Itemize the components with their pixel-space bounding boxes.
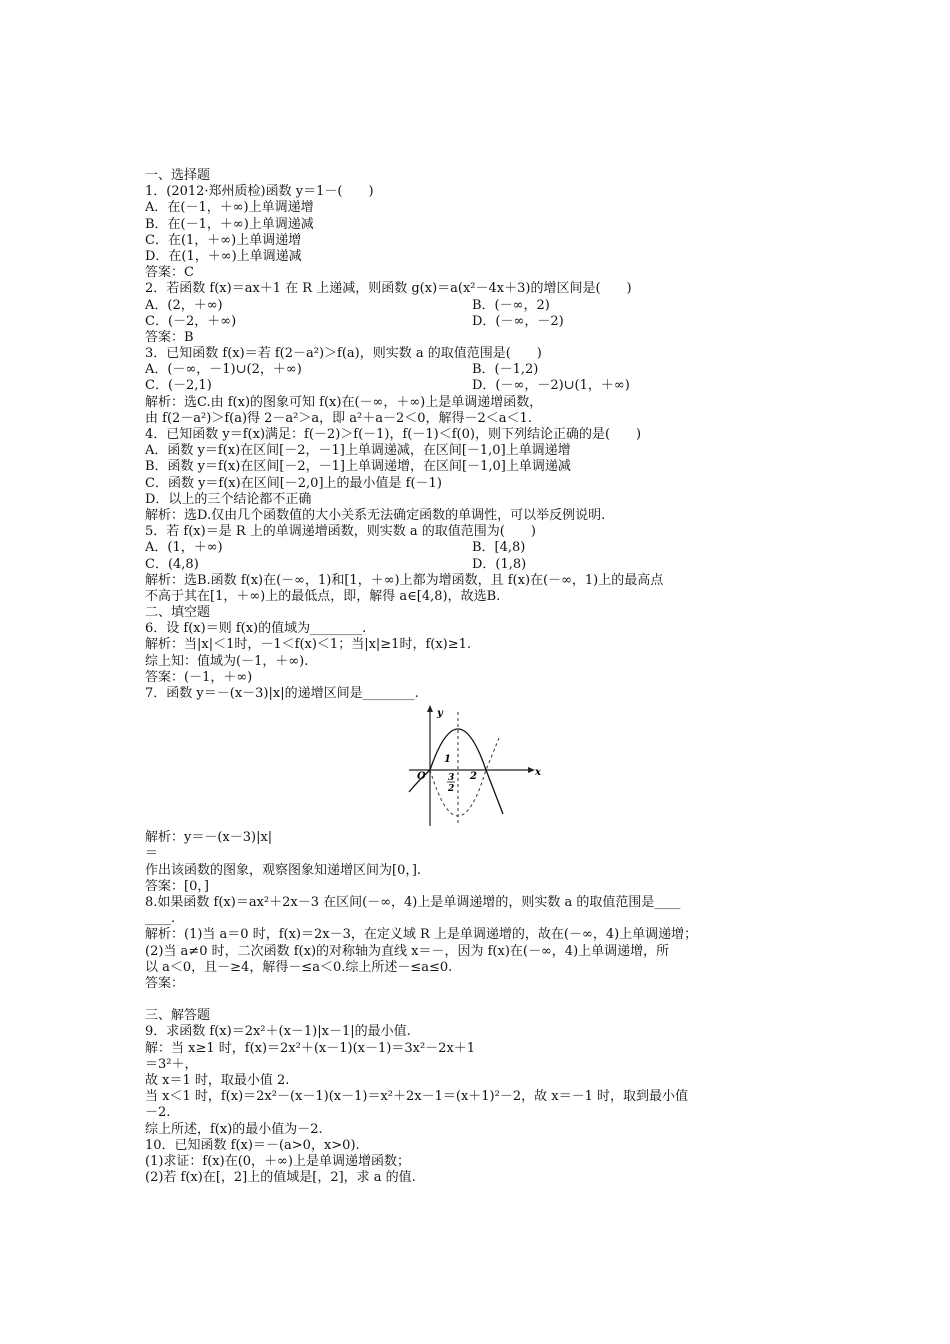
fraction-numerator: 3 — [448, 773, 455, 784]
q2-answer: 答案：B — [145, 329, 194, 345]
q9-solution-line: －2. — [145, 1105, 171, 1121]
q5-option-c: C．(4,8) — [145, 556, 199, 572]
q6-stem: 6．设 f(x)＝则 f(x)的值域为________. — [145, 621, 367, 637]
q1-option-c: C．在(1，＋∞)上单调递增 — [145, 232, 302, 248]
q3-options-ab — [145, 362, 825, 378]
q2-options-ab — [145, 298, 825, 314]
q7-solution-line: 作出该函数的图象，观察图象知递增区间为[0，]. — [145, 862, 422, 878]
q4-option-b: B．函数 y＝f(x)在区间[－2，－1]上单调递增，在区间[－1,0]上单调递减 — [145, 459, 571, 475]
q6-answer: 答案：(－1，＋∞) — [145, 669, 253, 685]
q7-answer: 答案：[0，] — [145, 878, 209, 894]
x-axis-arrow — [528, 767, 535, 773]
q3-option-d: D．(－∞，－2)∪(1，＋∞) — [472, 378, 630, 394]
q3-stem: 3．已知函数 f(x)＝若 f(2－a²)＞f(a)，则实数 a 的取值范围是( ) — [145, 346, 542, 362]
q9-solution-line: 当 x＜1 时，f(x)＝2x²－(x－1)(x－1)＝x²＋2x－1＝(x＋1)²－2，故 x＝－1 时，取到最小值 — [145, 1089, 688, 1105]
q1-option-b: B．在(－1，＋∞)上单调递减 — [145, 216, 314, 232]
q3-option-a: A．(－∞，－1)∪(2，＋∞) — [145, 362, 302, 378]
fraction-denominator: 2 — [448, 784, 455, 795]
q5-options-cd — [145, 557, 825, 573]
q10-stem: 10．已知函数 f(x)＝－(a>0，x>0). — [145, 1137, 360, 1153]
q2-option-b: B．(－∞，2) — [472, 297, 550, 313]
q8-solution-line: 解析：(1)当 a＝0 时，f(x)＝2x－3，在定义域 R 上是单调递增的，故在(－∞，4)上单调递增； — [145, 927, 698, 943]
q9-stem: 9．求函数 f(x)＝2x²＋(x－1)|x－1|的最小值. — [145, 1024, 411, 1040]
q2-option-c: C．(－2，＋∞) — [145, 313, 237, 329]
q1-answer: 答案：C — [145, 265, 194, 281]
origin-label: O — [417, 771, 426, 783]
q8-stem-cont: ____. — [145, 911, 176, 927]
label-1: 1 — [444, 754, 451, 766]
q3-option-c: C．(－2,1) — [145, 378, 212, 394]
q8-stem: 8.如果函数 f(x)＝ax²＋2x－3 在区间(－∞，4)上是单调递增的，则实数 a 的取值范围是____ — [145, 894, 681, 910]
q2-stem: 2．若函数 f(x)＝ax＋1 在 R 上递减，则函数 g(x)＝a(x²－4x＋3)的增区间是( ) — [145, 281, 632, 297]
q3-option-b: B．(－1,2) — [472, 362, 539, 378]
label-2: 2 — [470, 771, 477, 783]
function-graph — [407, 702, 547, 830]
q8-solution-line: 以 a＜0，且－≥4，解得－≤a＜0.综上所述－≤a≤0. — [145, 959, 453, 975]
q10-part-2: (2)若 f(x)在[，2]上的值域是[，2]，求 a 的值. — [145, 1170, 416, 1186]
q7-solution-line: 解析：y＝－(x－3)|x| — [145, 830, 273, 846]
q7-solution-line: ＝ — [145, 846, 159, 862]
q4-option-d: D．以上的三个结论都不正确 — [145, 491, 312, 507]
q8-solution-line: (2)当 a≠0 时，二次函数 f(x)的对称轴为直线 x＝－，因为 f(x)在(－∞，4)上单调递增，所 — [145, 943, 670, 959]
q4-stem: 4．已知函数 y＝f(x)满足：f(－2)＞f(－1)，f(－1)＜f(0)，则下列结论正确的是( ) — [145, 427, 642, 442]
q10-part-1: (1)求证：f(x)在(0，＋∞)上是单调递增函数； — [145, 1153, 410, 1169]
q5-option-b: B．[4,8) — [472, 540, 526, 556]
section-choice-heading: 一、选择题 — [145, 168, 211, 183]
q6-solution-line: 综上知：值域为(－1，＋∞). — [145, 653, 309, 669]
q7-stem: 7．函数 y＝－(x－3)|x|的递增区间是________. — [145, 686, 419, 701]
q9-solution-line: 解：当 x≥1 时，f(x)＝2x²＋(x－1)(x－1)＝3x²－2x＋1 — [145, 1040, 476, 1056]
q5-option-d: D．(1,8) — [472, 556, 527, 572]
section-answer-heading: 三、解答题 — [145, 1008, 211, 1024]
x-axis-label: x — [535, 767, 541, 779]
q1-option-d: D．在(1，＋∞)上单调递减 — [145, 248, 302, 264]
q2-option-d: D．(－∞，－2) — [472, 313, 564, 329]
q8-answer: 答案： — [145, 975, 185, 991]
q9-solution-line: ＝3²＋， — [145, 1056, 198, 1072]
curve-upper-arch — [430, 729, 503, 814]
q3-solution-line: 解析：选C.由 f(x)的图象可知 f(x)在(－∞，＋∞)上是单调递增函数， — [145, 394, 543, 410]
q5-solution-line: 解析：选B.函数 f(x)在(－∞，1)和[1，＋∞)上都为增函数，且 f(x)在(－∞，1)上的最高点 — [145, 572, 664, 588]
q4-solution: 解析：选D.仅由几个函数值的大小关系无法确定函数的单调性，可以举反例说明. — [145, 507, 606, 523]
document — [145, 168, 825, 1186]
q6-solution-line: 解析：当|x|＜1时，－1＜f(x)＜1；当|x|≥1时，f(x)≥1. — [145, 637, 472, 653]
q1-stem: 1．(2012·郑州质检)函数 y＝1－( ) — [145, 184, 374, 200]
q5-solution-line: 不高于其在[1，＋∞)上的最低点，即，解得 a∈[4,8)，故选B. — [145, 588, 501, 604]
q3-options-cd — [145, 378, 825, 394]
y-axis-label: y — [437, 708, 443, 720]
q2-options-cd — [145, 314, 825, 330]
q5-option-a: A．(1，＋∞) — [145, 540, 223, 556]
q3-solution-line: 由 f(2－a²)＞f(a)得 2－a²＞a，即 a²＋a－2＜0，解得－2＜a＜1. — [145, 410, 532, 426]
q5-stem: 5．若 f(x)＝是 R 上的单调递增函数，则实数 a 的取值范围为( ) — [145, 524, 536, 540]
y-axis-arrow — [427, 705, 433, 712]
q1-option-a: A．在(－1，＋∞)上单调递增 — [145, 200, 314, 216]
q4-option-c: C．函数 y＝f(x)在区间[－2,0]上的最小值是 f(－1) — [145, 475, 442, 491]
q9-solution-line: 故 x＝1 时，取最小值 2. — [145, 1073, 290, 1088]
q2-option-a: A．(2，＋∞) — [145, 297, 223, 313]
q4-option-a: A．函数 y＝f(x)在区间[－2，－1]上单调递减，在区间[－1,0]上单调递增 — [145, 443, 571, 459]
section-fill-heading: 二、填空题 — [145, 605, 211, 621]
q5-options-ab — [145, 540, 825, 556]
q9-solution-line: 综上所述，f(x)的最小值为－2. — [145, 1121, 323, 1137]
